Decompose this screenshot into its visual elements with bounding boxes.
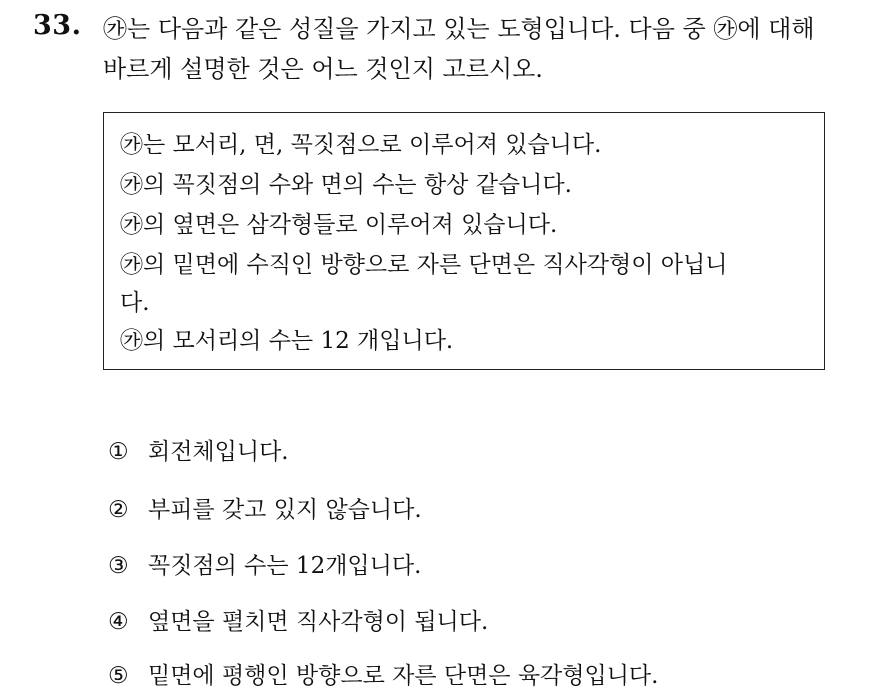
question-number: 33. <box>33 10 82 41</box>
answer-choice-1[interactable] <box>108 436 289 468</box>
choice-text: 회전체입니다. <box>148 439 289 465</box>
choice-number: ① <box>108 439 129 465</box>
condition-line: 다. <box>120 290 150 316</box>
condition-line: ㉮의 꼭짓점의 수와 면의 수는 항상 같습니다. <box>120 172 572 198</box>
condition-box <box>103 112 825 370</box>
choice-text: 밑면에 평행인 방향으로 자른 단면은 육각형입니다. <box>148 663 659 689</box>
choice-number: ⑤ <box>108 663 129 689</box>
question-text-line-1: ㉮는 다음과 같은 성질을 가지고 있는 도형입니다. 다음 중 ㉮에 대해 <box>103 15 815 43</box>
choice-number: ② <box>108 497 129 523</box>
choice-text: 부피를 갖고 있지 않습니다. <box>148 497 422 523</box>
answer-choice-2[interactable] <box>108 494 422 526</box>
answer-choice-5[interactable] <box>108 660 658 692</box>
answer-choice-4[interactable] <box>108 606 488 638</box>
choice-number: ④ <box>108 609 129 635</box>
question-text-line-2: 바르게 설명한 것은 어느 것인지 고르시오. <box>103 55 543 83</box>
choice-text: 꼭짓점의 수는 12개입니다. <box>148 553 422 579</box>
choice-number: ③ <box>108 553 129 579</box>
condition-line: ㉮의 모서리의 수는 12 개입니다. <box>120 328 454 354</box>
choice-text: 옆면을 펼치면 직사각형이 됩니다. <box>148 609 489 635</box>
answer-choice-3[interactable] <box>108 550 421 582</box>
condition-line: ㉮의 옆면은 삼각형들로 이루어져 있습니다. <box>120 212 558 238</box>
condition-line: ㉮는 모서리, 면, 꼭짓점으로 이루어져 있습니다. <box>120 132 602 158</box>
condition-line: ㉮의 밑면에 수직인 방향으로 자른 단면은 직사각형이 아닙니 <box>120 252 728 278</box>
